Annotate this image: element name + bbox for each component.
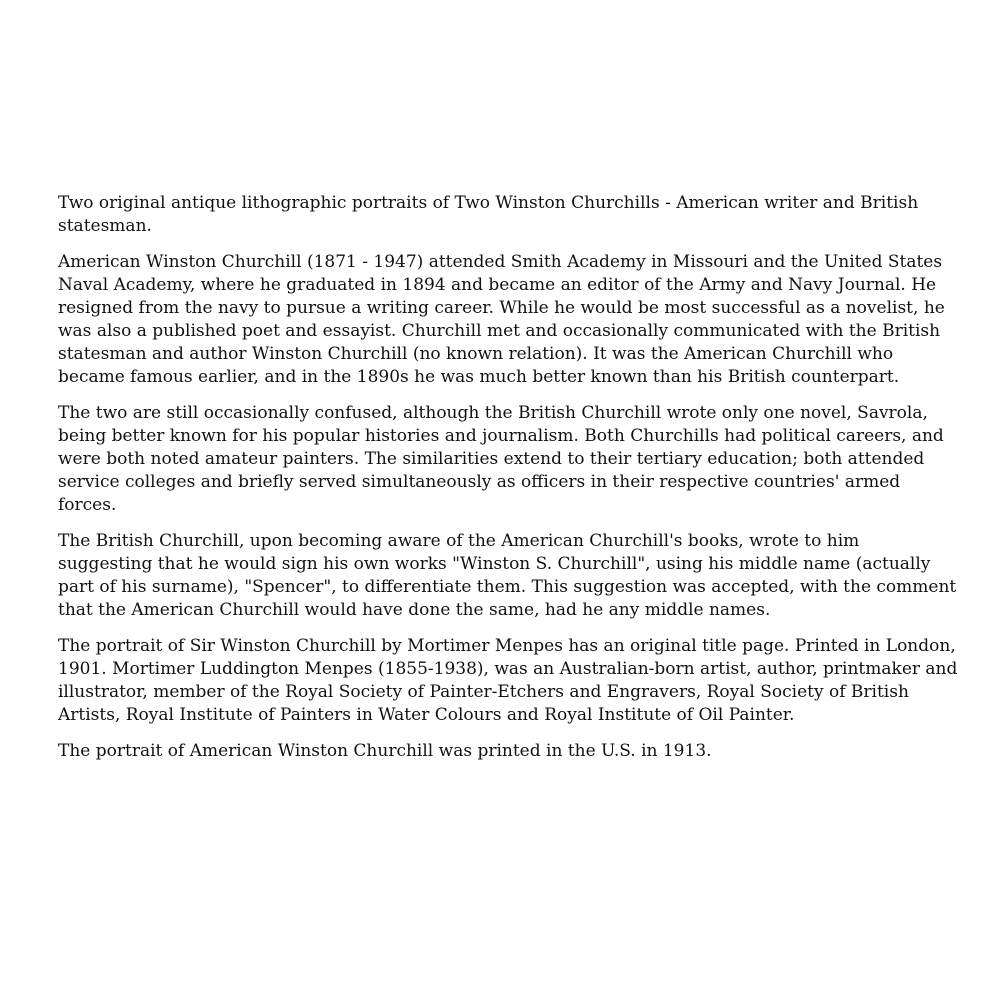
paragraph-intro: Two original antique lithographic portraits of Two Winston Churchills - American writer and British statesman. <box>58 193 919 236</box>
paragraph-american-portrait: The portrait of American Winston Churchill was printed in the U.S. in 1913. <box>58 741 712 761</box>
paragraph-menpes-portrait: The portrait of Sir Winston Churchill by Mortimer Menpes has an original title page. Printed in London, 1901. Mortimer Luddington Menpes (1855-1938), was an Australian-born artist, author, printmaker and illustrator, member of the Royal Society of Painter-Etchers and Engravers, Royal Society of British Artists, Royal Institute of Painters in Water Colours and Royal Institute of Oil Painter. <box>58 636 958 725</box>
paragraph-american-churchill: American Winston Churchill (1871 - 1947) attended Smith Academy in Missouri and the United States Naval Academy, where he graduated in 1894 and became an editor of the Army and Navy Journal. He resigned from the navy to pursue a writing career. While he would be most successful as a novelist, he was also a published poet and essayist. Churchill met and occasionally communicated with the British statesman and author Winston Churchill (no known relation). It was the American Churchill who became famous earlier, and in the 1890s he was much better known than his British counterpart. <box>58 252 945 387</box>
document-body <box>58 192 958 776</box>
paragraph-name-suggestion: The British Churchill, upon becoming aware of the American Churchill's books, wrote to him suggesting that he would sign his own works "Winston S. Churchill", using his middle name (actually part of his surname), "Spencer", to differentiate them. This suggestion was accepted, with the comment that the American Churchill would have done the same, had he any middle names. <box>58 531 957 620</box>
paragraph-confusion: The two are still occasionally confused, although the British Churchill wrote only one novel, Savrola, being better known for his popular histories and journalism. Both Churchills had political careers, and were both noted amateur painters. The similarities extend to their tertiary education; both attended service colleges and briefly served simultaneously as officers in their respective countries' armed forces. <box>58 403 944 515</box>
